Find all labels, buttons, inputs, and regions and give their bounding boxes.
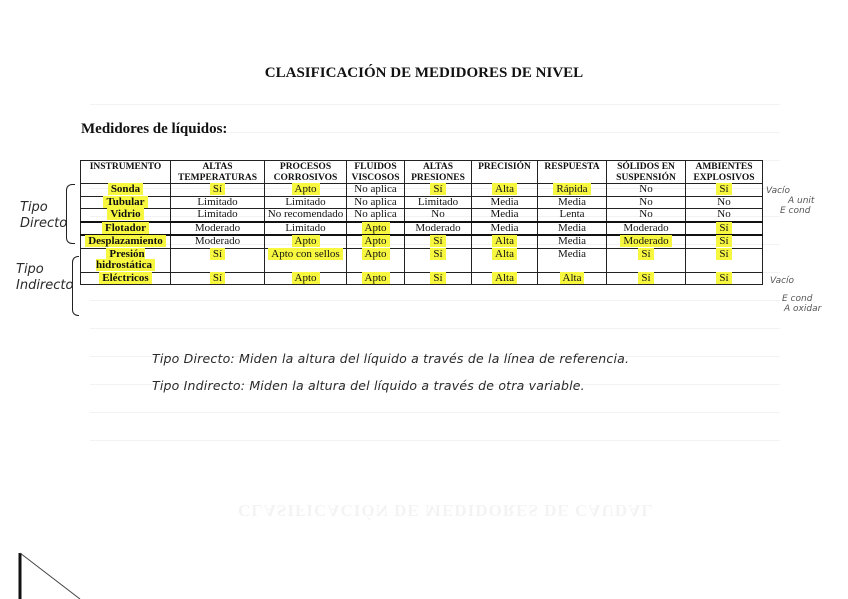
- note-indirecto: Tipo Indirecto: Miden la altura del líquido a través de otra variable.: [152, 378, 585, 393]
- table-header-cell: AMBIENTES EXPLOSIVOS: [686, 161, 763, 184]
- cell-value: Apto: [292, 183, 320, 195]
- cell-value: Limitado: [417, 195, 459, 208]
- table-cell: [686, 209, 763, 222]
- instrument-cell: [81, 196, 171, 209]
- table-cell: [347, 272, 405, 285]
- cell-value: Alta: [492, 248, 517, 260]
- cell-value: Rápida: [553, 183, 590, 195]
- cell-value: Alta: [492, 183, 517, 195]
- cell-value: Sí: [430, 235, 445, 247]
- level-meters-table: [80, 160, 763, 285]
- side-note-top: [766, 186, 814, 216]
- table-cell: [405, 235, 472, 248]
- instrument-name: Desplazamiento: [85, 235, 166, 247]
- cell-value: Apto: [362, 248, 390, 260]
- section-subtitle: Medidores de líquidos:: [81, 121, 228, 137]
- table-cell: [472, 184, 538, 197]
- table-cell: [607, 209, 686, 222]
- cell-value: Alta: [492, 235, 517, 247]
- instrument-name: Sonda: [108, 183, 143, 195]
- table-cell: [265, 209, 347, 222]
- side-note-bot-1: Vacío: [770, 276, 795, 286]
- cell-value: Limitado: [285, 221, 326, 234]
- table-row: [81, 222, 763, 236]
- table-cell: [171, 272, 265, 285]
- cell-value: Media: [557, 195, 587, 208]
- table-header-cell: ALTAS PRESIONES: [405, 161, 472, 184]
- table-cell: [472, 222, 538, 236]
- instrument-cell: [81, 248, 171, 272]
- table-cell: [538, 184, 607, 197]
- instrument-cell: [81, 235, 171, 248]
- table-cell: [607, 196, 686, 209]
- table-row: [81, 209, 763, 222]
- side-note-bot-3: A oxidar: [784, 304, 822, 314]
- table-header-cell: PRECISIÓN: [472, 161, 538, 184]
- cell-value: No: [717, 208, 731, 220]
- table-cell: [347, 184, 405, 197]
- table-cell: [265, 196, 347, 209]
- table-cell: [538, 235, 607, 248]
- cell-value: Apto: [362, 235, 390, 247]
- instrument-name: Tubular: [103, 196, 147, 208]
- table-cell: [405, 272, 472, 285]
- instrument-cell: [81, 209, 171, 222]
- instrument-name: Vidrio: [107, 208, 143, 220]
- cell-value: Sí: [430, 183, 445, 195]
- cell-value: No recomendado: [267, 208, 344, 220]
- cell-value: Media: [490, 221, 519, 234]
- tipo-directo-text: Tipo Directo: [20, 200, 68, 231]
- cell-value: Media: [490, 208, 519, 220]
- page-title: CLASIFICACIÓN DE MEDIDORES DE NIVEL: [264, 65, 584, 81]
- cell-value: Sí: [210, 272, 225, 284]
- side-note-top-1: Vacío: [766, 186, 791, 196]
- instrument-cell: [81, 272, 171, 285]
- table-cell: [607, 248, 686, 272]
- cell-value: Limitado: [197, 195, 238, 208]
- table-cell: [347, 248, 405, 272]
- side-note-bot-2: E cond: [782, 294, 813, 304]
- table-cell: [171, 235, 265, 248]
- table-cell: [347, 196, 405, 209]
- cell-value: Apto: [292, 272, 320, 284]
- table-cell: [686, 184, 763, 197]
- table-cell: [171, 248, 265, 272]
- table-header-cell: FLUIDOS VISCOSOS: [347, 161, 405, 184]
- cell-value: No aplica: [354, 195, 397, 208]
- table-cell: [686, 196, 763, 209]
- cell-value: No: [639, 195, 653, 208]
- table-header-cell: RESPUESTA: [538, 161, 607, 184]
- table-header-cell: ALTAS TEMPERATURAS: [171, 161, 265, 184]
- cell-value: Sí: [716, 272, 731, 284]
- table-cell: [472, 235, 538, 248]
- table-body: [81, 184, 763, 285]
- side-note-bottom: [770, 276, 821, 314]
- tipo-directo-label: [20, 200, 68, 232]
- table-cell: [686, 222, 763, 236]
- cell-value: Limitado: [285, 195, 326, 208]
- table-cell: [472, 272, 538, 285]
- table-cell: [171, 196, 265, 209]
- cell-value: Apto con sellos: [268, 248, 342, 260]
- table-cell: [538, 222, 607, 236]
- cell-value: Sí: [716, 183, 731, 195]
- table-header-cell: INSTRUMENTO: [81, 161, 171, 184]
- table-cell: [405, 196, 472, 209]
- table-cell: [347, 235, 405, 248]
- table-row: [81, 272, 763, 285]
- tipo-indirecto-label: [16, 262, 76, 294]
- instrument-cell: [81, 222, 171, 236]
- cell-value: Moderado: [620, 235, 671, 247]
- instrument-name: Flotador: [102, 222, 149, 234]
- cell-value: Media: [557, 247, 587, 260]
- cell-value: No: [639, 183, 653, 195]
- table-header-row: [81, 161, 763, 184]
- cell-value: Sí: [210, 183, 225, 195]
- cell-value: No: [431, 208, 445, 220]
- table-cell: [538, 209, 607, 222]
- cell-value: No: [717, 195, 731, 208]
- cell-value: Media: [557, 235, 587, 247]
- table-cell: [347, 209, 405, 222]
- cell-value: No aplica: [354, 208, 397, 220]
- table-header-cell: SÓLIDOS EN SUSPENSIÓN: [607, 161, 686, 184]
- table-cell: [405, 222, 472, 236]
- cell-value: Moderado: [194, 221, 241, 234]
- instrument-cell: [81, 184, 171, 197]
- side-note-top-2: A unit: [788, 196, 815, 206]
- table-cell: [686, 235, 763, 248]
- cell-value: Alta: [492, 272, 517, 284]
- tipo-indirecto-text: Tipo Indirecto: [16, 262, 74, 293]
- table-row: [81, 196, 763, 209]
- table-cell: [405, 248, 472, 272]
- table-cell: [538, 196, 607, 209]
- instrument-name: Eléctricos: [99, 272, 151, 284]
- cell-value: Limitado: [197, 208, 238, 220]
- table-cell: [538, 272, 607, 285]
- cell-value: Moderado: [194, 235, 241, 247]
- cell-value: Apto: [362, 222, 390, 234]
- table-cell: [607, 272, 686, 285]
- bleed-through-title: [238, 500, 654, 520]
- cell-value: Sí: [430, 272, 445, 284]
- table-cell: [405, 209, 472, 222]
- cell-value: Sí: [210, 248, 225, 260]
- table-cell: [171, 209, 265, 222]
- table-cell: [686, 272, 763, 285]
- cell-value: Media: [490, 195, 519, 208]
- cell-value: Alta: [560, 272, 585, 284]
- table-cell: [607, 222, 686, 236]
- cell-value: Lenta: [559, 208, 585, 220]
- cell-value: Sí: [638, 272, 653, 284]
- table-cell: [686, 248, 763, 272]
- table-cell: [472, 248, 538, 272]
- cell-value: Apto: [362, 272, 390, 284]
- table-cell: [265, 248, 347, 272]
- brace-directo: [66, 184, 75, 244]
- table-cell: [538, 248, 607, 272]
- cell-value: Sí: [430, 248, 445, 260]
- instrument-name: Presión hidrostática: [96, 248, 155, 272]
- table-cell: [171, 222, 265, 236]
- table-row: [81, 184, 763, 197]
- table-cell: [472, 209, 538, 222]
- table-cell: [265, 222, 347, 236]
- table-cell: [405, 184, 472, 197]
- table-header-cell: PROCESOS CORROSIVOS: [265, 161, 347, 184]
- table-cell: [607, 184, 686, 197]
- cell-value: Sí: [716, 248, 731, 260]
- side-note-top-3: E cond: [780, 206, 811, 216]
- cell-value: Sí: [716, 235, 731, 247]
- cell-value: Sí: [638, 248, 653, 260]
- table-cell: [472, 196, 538, 209]
- cell-value: No aplica: [354, 183, 397, 195]
- cell-value: Moderado: [415, 221, 461, 234]
- cell-value: Sí: [716, 222, 731, 234]
- note-directo: Tipo Directo: Miden la altura del líquido a través de la línea de referencia.: [152, 351, 630, 366]
- cell-value: Moderado: [623, 221, 669, 234]
- table-cell: [265, 184, 347, 197]
- cell-value: Apto: [292, 235, 320, 247]
- cell-value: No: [639, 208, 653, 220]
- corner-line-art: [0, 545, 90, 599]
- cell-value: Media: [557, 221, 587, 234]
- table-cell: [347, 222, 405, 236]
- table-cell: [607, 235, 686, 248]
- brace-indirecto: [72, 256, 79, 316]
- table-row: [81, 248, 763, 272]
- table-cell: [265, 235, 347, 248]
- table-cell: [265, 272, 347, 285]
- table-row: [81, 235, 763, 248]
- table-cell: [171, 184, 265, 197]
